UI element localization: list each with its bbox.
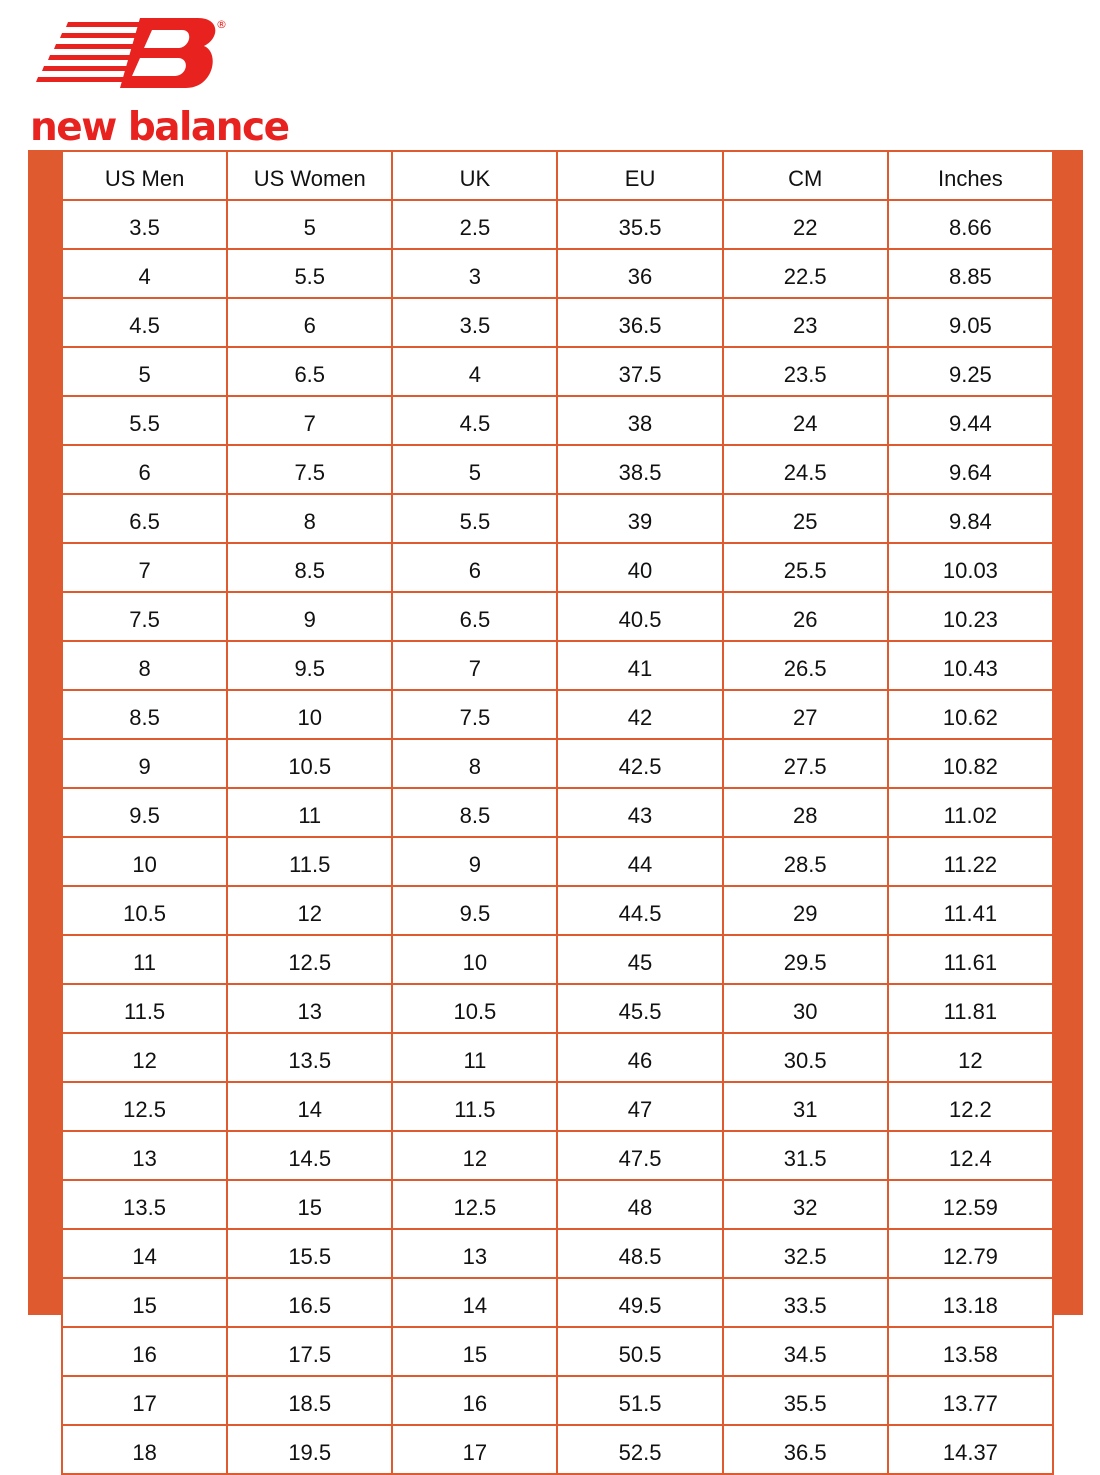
table-cell: 31 — [723, 1082, 888, 1131]
table-cell: 11.22 — [888, 837, 1053, 886]
table-cell: 22 — [723, 200, 888, 249]
table-cell: 9.64 — [888, 445, 1053, 494]
table-cell: 6 — [227, 298, 392, 347]
table-cell: 13.5 — [62, 1180, 227, 1229]
table-row — [62, 886, 1053, 935]
table-row — [62, 984, 1053, 1033]
table-cell: 7.5 — [227, 445, 392, 494]
table-cell: 47.5 — [557, 1131, 722, 1180]
nb-monogram-icon — [28, 16, 228, 96]
table-cell: 13 — [392, 1229, 557, 1278]
table-cell: 24.5 — [723, 445, 888, 494]
table-cell: 12 — [227, 886, 392, 935]
table-cell: 5 — [227, 200, 392, 249]
table-cell: 24 — [723, 396, 888, 445]
table-cell: 10 — [227, 690, 392, 739]
table-cell: 12.5 — [227, 935, 392, 984]
table-cell: 38 — [557, 396, 722, 445]
table-cell: 13 — [62, 1131, 227, 1180]
table-cell: 43 — [557, 788, 722, 837]
table-cell: 48.5 — [557, 1229, 722, 1278]
table-cell: 7 — [392, 641, 557, 690]
table-cell: 46 — [557, 1033, 722, 1082]
table-cell: 23 — [723, 298, 888, 347]
table-cell: 23.5 — [723, 347, 888, 396]
table-cell: 13.77 — [888, 1376, 1053, 1425]
table-row — [62, 200, 1053, 249]
table-cell: 32.5 — [723, 1229, 888, 1278]
table-cell: 7.5 — [62, 592, 227, 641]
table-cell: 14.5 — [227, 1131, 392, 1180]
table-cell: 29 — [723, 886, 888, 935]
table-cell: 45.5 — [557, 984, 722, 1033]
table-cell: 10.82 — [888, 739, 1053, 788]
table-cell: 38.5 — [557, 445, 722, 494]
table-cell: 13 — [227, 984, 392, 1033]
table-cell: 10.5 — [62, 886, 227, 935]
table-cell: 9.5 — [392, 886, 557, 935]
table-cell: 16 — [62, 1327, 227, 1376]
table-cell: 5.5 — [62, 396, 227, 445]
table-cell: 17 — [62, 1376, 227, 1425]
table-cell: 7 — [227, 396, 392, 445]
column-header: US Women — [227, 151, 392, 200]
table-cell: 6 — [62, 445, 227, 494]
table-row — [62, 249, 1053, 298]
table-row — [62, 788, 1053, 837]
table-cell: 10 — [62, 837, 227, 886]
table-row — [62, 1131, 1053, 1180]
table-row — [62, 1033, 1053, 1082]
table-cell: 10.5 — [227, 739, 392, 788]
table-cell: 11.02 — [888, 788, 1053, 837]
table-cell: 34.5 — [723, 1327, 888, 1376]
table-row — [62, 1425, 1053, 1474]
table-cell: 8.85 — [888, 249, 1053, 298]
table-cell: 30.5 — [723, 1033, 888, 1082]
table-cell: 12.2 — [888, 1082, 1053, 1131]
table-cell: 12 — [392, 1131, 557, 1180]
table-cell: 10.5 — [392, 984, 557, 1033]
table-cell: 14.37 — [888, 1425, 1053, 1474]
table-cell: 41 — [557, 641, 722, 690]
table-cell: 47 — [557, 1082, 722, 1131]
table-cell: 28 — [723, 788, 888, 837]
table-cell: 50.5 — [557, 1327, 722, 1376]
table-cell: 15 — [62, 1278, 227, 1327]
table-cell: 9.5 — [227, 641, 392, 690]
table-cell: 52.5 — [557, 1425, 722, 1474]
table-cell: 18 — [62, 1425, 227, 1474]
table-cell: 5.5 — [392, 494, 557, 543]
brand-wordmark: new balance — [30, 105, 289, 150]
table-cell: 45 — [557, 935, 722, 984]
column-header: EU — [557, 151, 722, 200]
table-cell: 7.5 — [392, 690, 557, 739]
table-cell: 10.43 — [888, 641, 1053, 690]
table-cell: 12.5 — [392, 1180, 557, 1229]
table-cell: 10 — [392, 935, 557, 984]
table-cell: 8.5 — [62, 690, 227, 739]
table-cell: 15 — [227, 1180, 392, 1229]
table-cell: 36.5 — [723, 1425, 888, 1474]
table-cell: 42 — [557, 690, 722, 739]
table-cell: 26.5 — [723, 641, 888, 690]
table-cell: 5 — [62, 347, 227, 396]
table-cell: 9.25 — [888, 347, 1053, 396]
table-cell: 16.5 — [227, 1278, 392, 1327]
table-cell: 4.5 — [62, 298, 227, 347]
table-cell: 25 — [723, 494, 888, 543]
table-cell: 13.58 — [888, 1327, 1053, 1376]
table-cell: 15 — [392, 1327, 557, 1376]
table-cell: 10.23 — [888, 592, 1053, 641]
table-cell: 8 — [62, 641, 227, 690]
table-cell: 32 — [723, 1180, 888, 1229]
table-cell: 22.5 — [723, 249, 888, 298]
table-cell: 6.5 — [62, 494, 227, 543]
table-cell: 9.5 — [62, 788, 227, 837]
table-cell: 9 — [392, 837, 557, 886]
table-cell: 37.5 — [557, 347, 722, 396]
column-header: UK — [392, 151, 557, 200]
table-row — [62, 935, 1053, 984]
table-cell: 11.5 — [62, 984, 227, 1033]
table-cell: 11 — [62, 935, 227, 984]
table-cell: 11.5 — [227, 837, 392, 886]
size-chart — [28, 150, 1083, 1465]
table-row — [62, 739, 1053, 788]
registered-mark: ® — [216, 18, 227, 31]
table-body — [62, 200, 1053, 1474]
table-cell: 25.5 — [723, 543, 888, 592]
table-cell: 10.62 — [888, 690, 1053, 739]
table-row — [62, 1180, 1053, 1229]
table-cell: 17 — [392, 1425, 557, 1474]
table-cell: 12.5 — [62, 1082, 227, 1131]
table-row — [62, 298, 1053, 347]
table-cell: 39 — [557, 494, 722, 543]
table-cell: 9.84 — [888, 494, 1053, 543]
table-cell: 5.5 — [227, 249, 392, 298]
table-cell: 3 — [392, 249, 557, 298]
column-header: CM — [723, 151, 888, 200]
table-cell: 49.5 — [557, 1278, 722, 1327]
table-cell: 13.5 — [227, 1033, 392, 1082]
table-row — [62, 837, 1053, 886]
table-cell: 31.5 — [723, 1131, 888, 1180]
table-cell: 11.5 — [392, 1082, 557, 1131]
table-row — [62, 543, 1053, 592]
column-header: US Men — [62, 151, 227, 200]
table-cell: 27.5 — [723, 739, 888, 788]
table-cell: 36 — [557, 249, 722, 298]
table-cell: 27 — [723, 690, 888, 739]
table-row — [62, 1229, 1053, 1278]
table-cell: 35.5 — [723, 1376, 888, 1425]
table-cell: 33.5 — [723, 1278, 888, 1327]
size-table — [61, 150, 1054, 1475]
table-cell: 11.81 — [888, 984, 1053, 1033]
table-cell: 18.5 — [227, 1376, 392, 1425]
table-row — [62, 396, 1053, 445]
table-cell: 12.59 — [888, 1180, 1053, 1229]
table-cell: 11 — [392, 1033, 557, 1082]
table-cell: 8 — [392, 739, 557, 788]
table-cell: 6.5 — [227, 347, 392, 396]
table-cell: 10.03 — [888, 543, 1053, 592]
table-cell: 42.5 — [557, 739, 722, 788]
table-cell: 8.66 — [888, 200, 1053, 249]
table-row — [62, 445, 1053, 494]
table-cell: 15.5 — [227, 1229, 392, 1278]
table-cell: 8.5 — [392, 788, 557, 837]
table-cell: 16 — [392, 1376, 557, 1425]
table-row — [62, 1082, 1053, 1131]
table-cell: 3.5 — [62, 200, 227, 249]
table-cell: 28.5 — [723, 837, 888, 886]
table-row — [62, 592, 1053, 641]
table-cell: 14 — [62, 1229, 227, 1278]
table-cell: 5 — [392, 445, 557, 494]
table-cell: 36.5 — [557, 298, 722, 347]
table-cell: 7 — [62, 543, 227, 592]
column-header: Inches — [888, 151, 1053, 200]
table-cell: 12 — [888, 1033, 1053, 1082]
table-cell: 40.5 — [557, 592, 722, 641]
header-row — [62, 151, 1053, 200]
table-cell: 51.5 — [557, 1376, 722, 1425]
new-balance-logo — [28, 16, 289, 150]
table-row — [62, 494, 1053, 543]
table-cell: 40 — [557, 543, 722, 592]
table-row — [62, 690, 1053, 739]
table-cell: 9 — [62, 739, 227, 788]
table-cell: 6 — [392, 543, 557, 592]
table-row — [62, 347, 1053, 396]
table-cell: 4.5 — [392, 396, 557, 445]
table-cell: 8.5 — [227, 543, 392, 592]
table-cell: 44.5 — [557, 886, 722, 935]
table-cell: 9.05 — [888, 298, 1053, 347]
table-cell: 29.5 — [723, 935, 888, 984]
table-cell: 12.4 — [888, 1131, 1053, 1180]
table-row — [62, 1327, 1053, 1376]
table-row — [62, 1376, 1053, 1425]
table-cell: 9 — [227, 592, 392, 641]
table-cell: 12.79 — [888, 1229, 1053, 1278]
table-cell: 13.18 — [888, 1278, 1053, 1327]
table-cell: 11.41 — [888, 886, 1053, 935]
table-cell: 6.5 — [392, 592, 557, 641]
table-cell: 12 — [62, 1033, 227, 1082]
table-cell: 4 — [392, 347, 557, 396]
table-cell: 48 — [557, 1180, 722, 1229]
table-cell: 9.44 — [888, 396, 1053, 445]
table-cell: 44 — [557, 837, 722, 886]
table-row — [62, 1278, 1053, 1327]
table-cell: 26 — [723, 592, 888, 641]
table-cell: 30 — [723, 984, 888, 1033]
table-cell: 14 — [227, 1082, 392, 1131]
table-cell: 2.5 — [392, 200, 557, 249]
table-cell: 19.5 — [227, 1425, 392, 1474]
table-row — [62, 641, 1053, 690]
table-cell: 3.5 — [392, 298, 557, 347]
table-cell: 17.5 — [227, 1327, 392, 1376]
table-cell: 11.61 — [888, 935, 1053, 984]
table-cell: 14 — [392, 1278, 557, 1327]
table-cell: 8 — [227, 494, 392, 543]
table-cell: 4 — [62, 249, 227, 298]
table-cell: 11 — [227, 788, 392, 837]
table-cell: 35.5 — [557, 200, 722, 249]
